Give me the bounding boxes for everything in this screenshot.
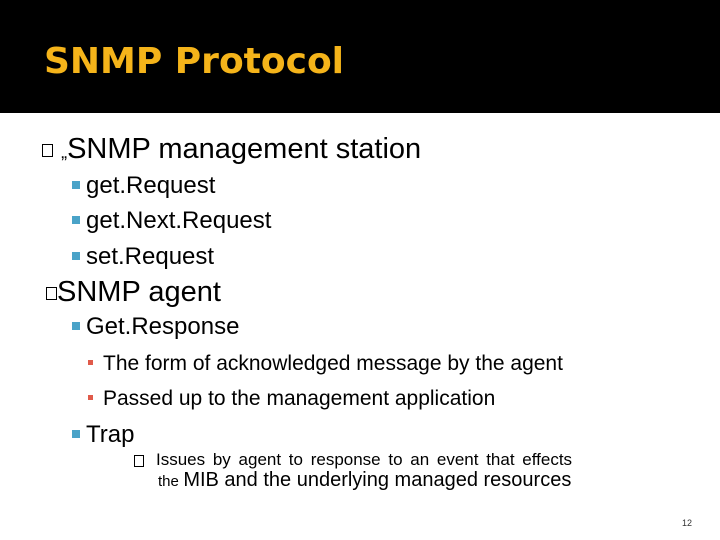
trap-note-line1 [134, 450, 572, 470]
small-square-bullet-icon [88, 395, 93, 400]
page-number: 12 [682, 518, 693, 528]
list-item [72, 207, 271, 235]
sub-list-item-label: The form of acknowledged message by the agent [103, 352, 563, 375]
square-bullet-icon [72, 252, 80, 260]
missing-glyph-box-icon [46, 287, 57, 300]
list-item-label: Trap [86, 421, 135, 448]
sub-list-item [88, 387, 495, 411]
list-item [72, 243, 214, 271]
trap-note-text: Issues by agent to response to an event that effects [156, 450, 573, 469]
list-item-label: set.Request [86, 243, 215, 270]
square-bullet-icon [72, 216, 80, 224]
list-item [72, 313, 239, 341]
agent-heading-row [46, 276, 221, 309]
station-heading: SNMP management station [67, 133, 422, 165]
square-bullet-icon [72, 322, 80, 330]
slide-title: SNMP Protocol [44, 41, 345, 82]
list-item [72, 172, 215, 200]
trap-note-line2 [158, 469, 571, 492]
small-square-bullet-icon [88, 360, 93, 365]
station-heading-row [42, 133, 421, 166]
station-prefix: „ [61, 142, 68, 162]
square-bullet-icon [72, 181, 80, 189]
sub-list-item [88, 352, 563, 376]
trap-note-text: MIB and the underlying managed resources [183, 469, 572, 491]
agent-heading: SNMP agent [57, 276, 221, 308]
missing-glyph-box-icon [42, 144, 53, 157]
sub-list-item-label: Passed up to the management application [103, 387, 496, 410]
missing-glyph-box-icon [134, 455, 144, 467]
trap-note-prefix: the [158, 473, 179, 490]
list-item-label: get.Request [86, 172, 216, 199]
list-item-label: get.Next.Request [86, 207, 272, 234]
list-item [72, 421, 134, 449]
list-item-label: Get.Response [86, 313, 240, 340]
square-bullet-icon [72, 430, 80, 438]
